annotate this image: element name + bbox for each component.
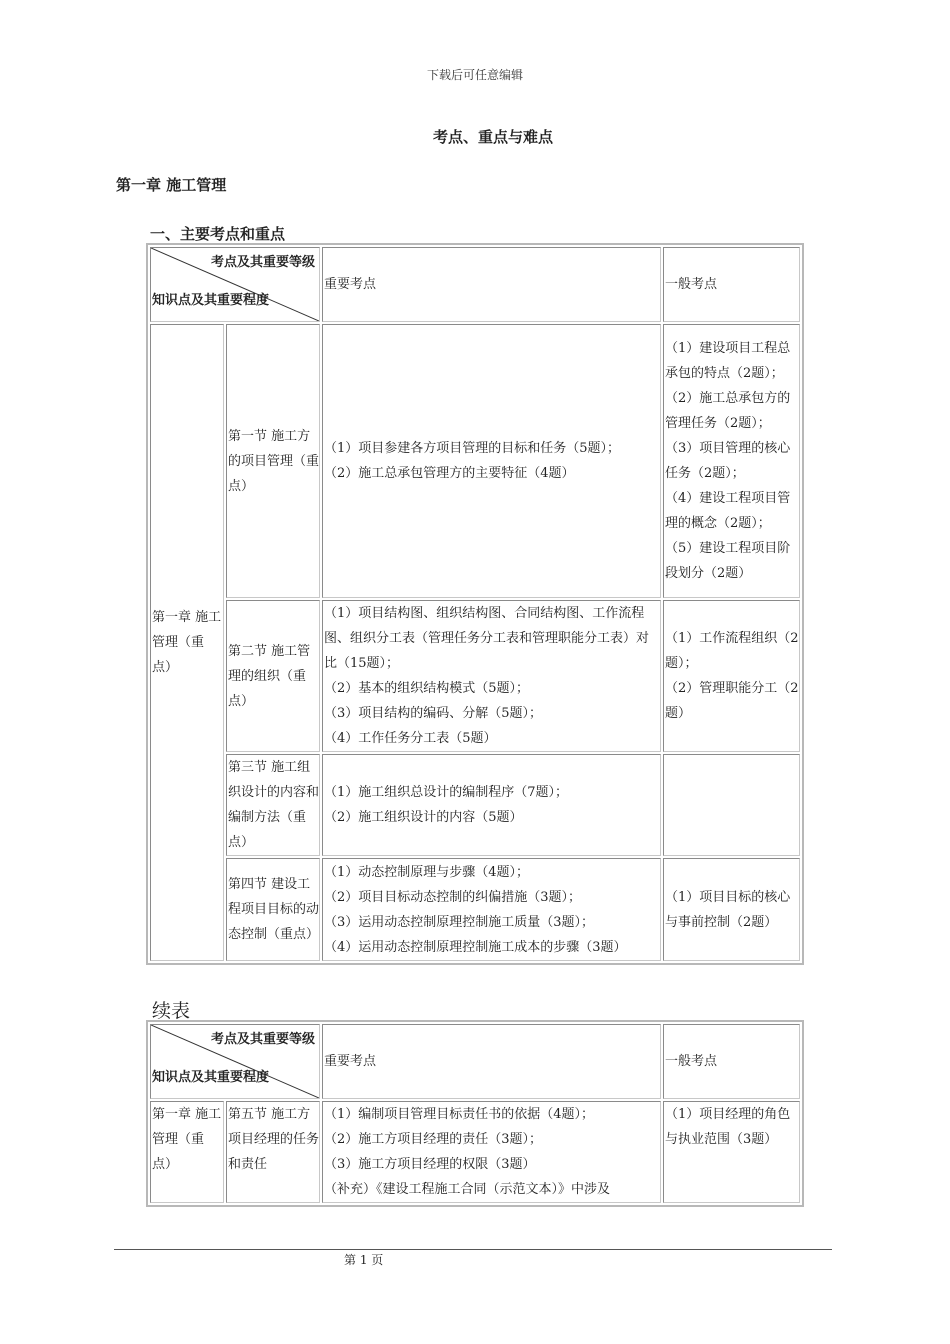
point-item: （3）运用动态控制原理控制施工质量（3题）；	[324, 914, 595, 930]
point-item: （1）项目参建各方项目管理的目标和任务（5题）；	[324, 441, 621, 456]
point-item: （2）管理职能分工（2题）	[665, 681, 799, 721]
important-points-cell	[322, 600, 661, 752]
page-header: 下载后可任意编辑	[426, 68, 523, 82]
header-important: 重要考点	[322, 1024, 661, 1099]
chapter-cell: 第一章 施工管理（重点）	[150, 324, 224, 961]
general-points-cell	[663, 600, 800, 752]
point-item: （4）运用动态控制原理控制施工成本的步骤（3题）	[324, 939, 627, 955]
diag-bottom-label: 知识点及其重要程度	[152, 1070, 270, 1085]
section-cell: 第二节 施工管理的组织（重点）	[226, 600, 320, 752]
header-general: 一般考点	[663, 247, 800, 322]
section-heading: 一、主要考点和重点	[150, 225, 286, 243]
point-item: （1）施工组织总设计的编制程序（7题）；	[324, 785, 569, 800]
point-item: （1）编制项目管理目标责任书的依据（4题）；	[324, 1107, 595, 1122]
point-item: （4）工作任务分工表（5题）	[324, 731, 497, 746]
page-number: 第 1 页	[344, 1253, 384, 1267]
section-cell: 第四节 建设工程项目目标的动态控制（重点）	[226, 858, 320, 961]
point-item: （2）基本的组织结构模式（5题）；	[324, 681, 530, 696]
chapter-heading: 第一章 施工管理	[116, 176, 227, 194]
point-item: （补充）《建设工程施工合同（示范文本）》中涉及	[324, 1182, 611, 1197]
general-points-cell	[663, 858, 800, 961]
point-item: （2）项目目标动态控制的纠偏措施（3题）；	[324, 889, 582, 905]
general-points-cell	[663, 1101, 800, 1203]
point-item: （1）项目结构图、组织结构图、合同结构图、工作流程图、组织分工表（管理任务分工表和管理职能分工表）对比（15题）；	[324, 606, 650, 671]
important-points-cell	[322, 1101, 661, 1203]
important-points-cell	[322, 324, 661, 598]
important-points-cell	[322, 858, 661, 961]
continued-label: 续表	[152, 1000, 191, 1022]
section-cell: 第五节 施工方项目经理的任务和责任	[226, 1101, 320, 1203]
point-item: （5）建设工程项目阶段划分（2题）	[665, 541, 791, 581]
point-item: （1）动态控制原理与步骤（4题）；	[324, 864, 530, 880]
point-item: （1）建设项目工程总承包的特点（2题）；	[665, 341, 791, 381]
point-item: （3）项目结构的编码、分解（5题）；	[324, 706, 543, 721]
point-item: （2）施工组织设计的内容（5题）	[324, 810, 523, 825]
section-cell: 第三节 施工组织设计的内容和编制方法（重点）	[226, 754, 320, 856]
diag-bottom-label: 知识点及其重要程度	[152, 293, 270, 308]
point-item: （3）项目管理的核心任务（2题）；	[665, 441, 791, 481]
document-title: 考点、重点与难点	[432, 128, 553, 146]
point-item: （4）建设工程项目管理的概念（2题）；	[665, 491, 791, 531]
point-item: （1）项目经理的角色与执业范围（3题）	[665, 1107, 791, 1147]
footer-rule	[114, 1249, 832, 1250]
section-cell: 第一节 施工方的项目管理（重点）	[226, 324, 320, 598]
key-points-table	[146, 243, 804, 965]
diag-top-label: 考点及其重要等级	[210, 255, 315, 270]
key-points-table-continued	[146, 1020, 804, 1207]
point-item: （2）施工总承包方的管理任务（2题）；	[665, 391, 791, 431]
header-important: 重要考点	[322, 247, 661, 322]
general-points-cell	[663, 324, 800, 598]
diagonal-header-cell	[150, 247, 320, 322]
diag-top-label: 考点及其重要等级	[210, 1032, 315, 1047]
general-points-cell	[663, 754, 800, 856]
diagonal-header-cell	[150, 1024, 320, 1099]
header-general: 一般考点	[663, 1024, 800, 1099]
point-item: （2）施工方项目经理的责任（3题）；	[324, 1132, 543, 1147]
point-item: （2）施工总承包管理方的主要特征（4题）	[324, 466, 575, 481]
point-item: （3）施工方项目经理的权限（3题）	[324, 1157, 536, 1172]
chapter-cell: 第一章 施工管理（重点）	[150, 1101, 224, 1203]
point-item: （1）工作流程组织（2题）；	[665, 631, 799, 671]
point-item: （1）项目目标的核心与事前控制（2题）	[665, 889, 791, 930]
important-points-cell	[322, 754, 661, 856]
